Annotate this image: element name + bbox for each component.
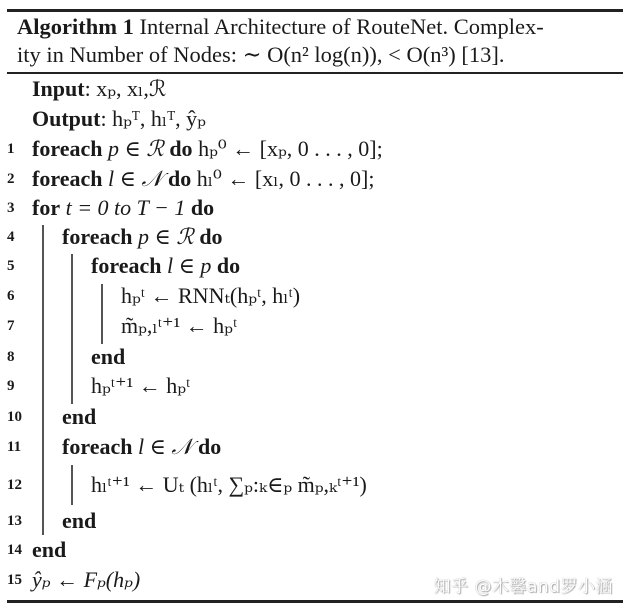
math-expr: l ∈ 𝒩	[102, 166, 168, 191]
statement: hₗᵗ⁺¹ ← Uₜ (hₗᵗ, ∑ₚ:ₖ∈ₚ m̃ₚ,ₖᵗ⁺¹)	[91, 472, 367, 497]
line-number: 1	[7, 141, 15, 157]
math-expr: t = 0 to T − 1	[60, 195, 191, 220]
math-expr: l ∈ 𝒩	[132, 434, 198, 459]
math-expr: p ∈ ℛ	[102, 136, 170, 161]
keyword: foreach	[91, 253, 162, 278]
caption-text-2: ity in Number of Nodes: ∼ O(n² log(n)), < O(n³) [13].	[17, 42, 505, 67]
line-number: 14	[7, 542, 22, 558]
algorithm-label: Algorithm 1	[17, 14, 134, 39]
line-number: 12	[7, 477, 22, 493]
line-number: 11	[7, 439, 22, 455]
watermark: 知乎 @木馨and罗小涵	[433, 577, 613, 597]
line-number: 15	[7, 572, 22, 588]
line-number: 2	[7, 171, 15, 187]
keyword: do	[216, 253, 241, 278]
keyword: end	[91, 344, 126, 369]
keyword: foreach	[32, 136, 103, 161]
keyword: for	[32, 195, 61, 220]
top-rule	[7, 9, 623, 12]
statement: hₚᵗ⁺¹ ← hₚᵗ	[91, 373, 191, 398]
scope-bar-foreach-path	[71, 254, 73, 404]
keyword: foreach	[62, 434, 133, 459]
statement: m̃ₚ,ₗᵗ⁺¹ ← hₚᵗ	[121, 313, 238, 338]
scope-bar-foreach-link-in-path	[101, 284, 103, 344]
line-number: 6	[7, 288, 15, 304]
keyword: do	[197, 434, 222, 459]
keyword: do	[199, 224, 223, 249]
line-number: 10	[7, 409, 22, 425]
line-number: 9	[7, 378, 15, 394]
statement: hₚ⁰ ← [xₚ, 0 . . . , 0];	[192, 136, 383, 161]
bottom-rule	[7, 600, 623, 603]
keyword: foreach	[62, 224, 133, 249]
statement: hₗ⁰ ← [xₗ, 0 . . . , 0];	[191, 166, 375, 191]
keyword: do	[167, 166, 192, 191]
scope-bar-for-loop	[42, 225, 44, 535]
line-number: 3	[7, 200, 15, 216]
scope-bar-foreach-link	[71, 465, 73, 505]
line-number: 8	[7, 349, 15, 365]
keyword: do	[190, 195, 215, 220]
input-label: Input	[32, 76, 85, 101]
line-number: 5	[7, 258, 15, 274]
input-value: : xₚ, xₗ,ℛ	[84, 76, 167, 101]
keyword: end	[32, 537, 67, 562]
keyword: end	[62, 404, 97, 429]
output-label: Output	[32, 106, 101, 131]
algorithm-caption	[17, 13, 617, 69]
line-number: 13	[7, 513, 22, 529]
math-expr: p ∈ ℛ	[132, 224, 200, 249]
caption-text-1: Internal Architecture of RouteNet. Complex-	[133, 14, 544, 39]
statement: hₚᵗ ← RNNₜ(hₚᵗ, hₗᵗ)	[121, 283, 301, 308]
keyword: foreach	[32, 166, 103, 191]
output-value: : hₚᵀ, hₗᵀ, ŷₚ	[100, 106, 206, 131]
math-expr: l ∈ p	[161, 253, 217, 278]
keyword: end	[62, 508, 97, 533]
line-number: 7	[7, 318, 15, 334]
line-number: 4	[7, 229, 15, 245]
keyword: do	[169, 136, 193, 161]
statement: ŷₚ ← Fₚ(hₚ)	[32, 567, 141, 592]
